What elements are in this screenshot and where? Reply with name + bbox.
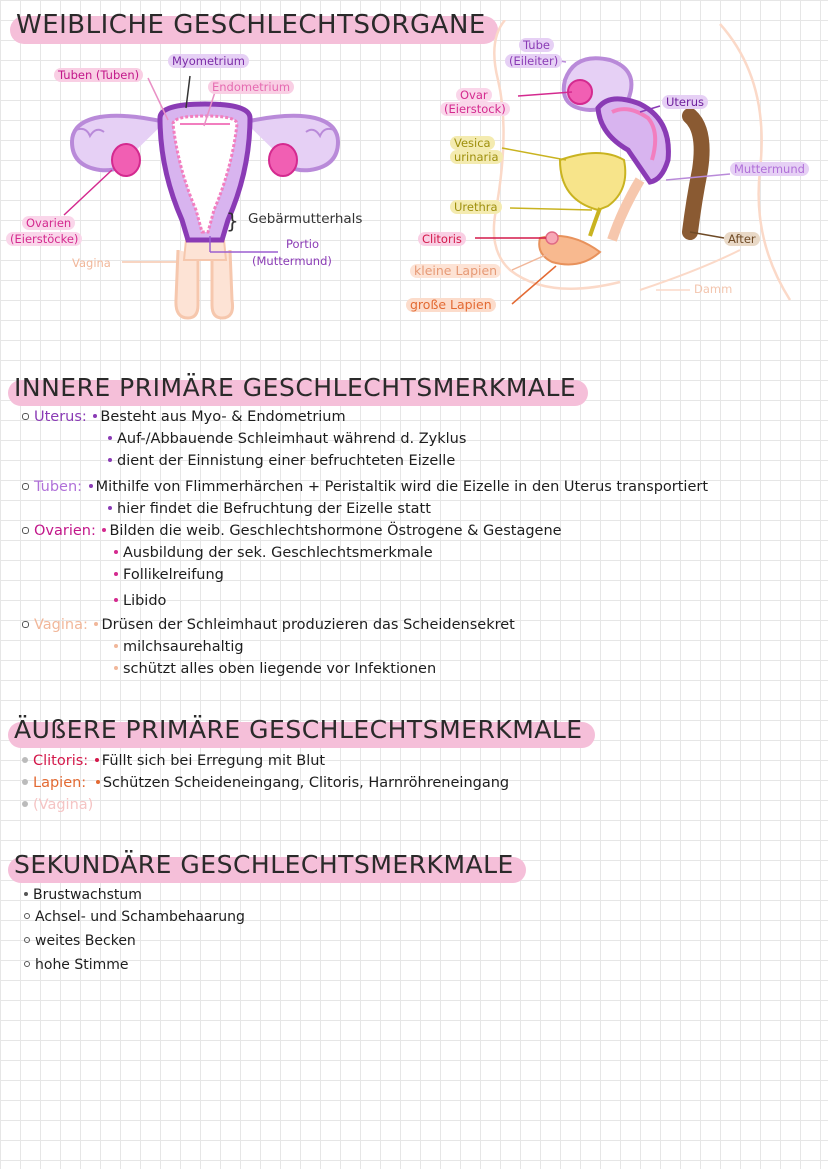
label-endometrium: Endometrium [208, 80, 294, 94]
label-tube: Tube [519, 38, 554, 52]
inner-uterus-row3: dient der Einnistung einer befruchteten Eizelle [106, 452, 455, 470]
label-muttermund-front: (Muttermund) [252, 254, 332, 268]
outer-vagina-row: (Vagina) [20, 796, 95, 814]
inner-tuben-row: Tuben: Mithilfe von Flimmerhärchen + Peristaltik wird die Eizelle in den Uterus transportiert [20, 478, 708, 496]
label-vagina: Vagina [72, 256, 111, 270]
secondary-item: Achsel- und Schambehaarung [22, 908, 245, 926]
label-urethra: Urethra [450, 200, 502, 214]
inner-uterus-row: Uterus: Besteht aus Myo- & Endometrium [20, 408, 346, 426]
label-kleine-lapien: kleine Lapien [410, 264, 501, 278]
label-ovarien: Ovarien [22, 216, 75, 230]
label-clitoris: Clitoris [418, 232, 466, 246]
label-eierstock: (Eierstock) [440, 102, 510, 116]
label-muttermund-side: Muttermund [730, 162, 809, 176]
inner-tuben-row2: hier findet die Befruchtung der Eizelle statt [106, 500, 431, 518]
label-portio: Portio [286, 237, 320, 251]
bladder-shape [560, 153, 625, 210]
label-eileiter: (Eileiter) [505, 54, 562, 68]
secondary-item: Brustwachstum [22, 886, 142, 904]
outer-clitoris-row: Clitoris: Füllt sich bei Erregung mit Blut [20, 752, 325, 770]
main-title: WEIBLICHE GESCHLECHTSORGANE [16, 10, 486, 40]
inner-title: INNERE PRIMÄRE GESCHLECHTSMERKMALE [14, 373, 576, 402]
inner-ovarien-row: Ovarien: Bilden die weib. Geschlechtshormone Östrogene & Gestagene [20, 522, 562, 540]
right-ovary-shape [269, 144, 297, 176]
label-gebaermutterhals: Gebärmutterhals [248, 211, 363, 227]
rectum-shape [690, 116, 702, 232]
uterus-front-diagram [0, 50, 400, 330]
inner-vagina-row2: milchsaurehaltig [112, 638, 244, 656]
inner-uterus-row2: Auf-/Abbauende Schleimhaut während d. Zyklus [106, 430, 466, 448]
inner-ovarien-row4: Libido [112, 592, 166, 610]
inner-vagina-row3: schützt alles oben liegende vor Infektionen [112, 660, 436, 678]
left-ovary-shape [112, 144, 140, 176]
label-myometrium: Myometrium [168, 54, 249, 68]
inner-ovarien-row3: Follikelreifung [112, 566, 224, 584]
outer-lapien-row: Lapien: Schützen Scheideneingang, Clitoris, Harnröhreneingang [20, 774, 509, 792]
inner-ovarien-row2: Ausbildung der sek. Geschlechtsmerkmale [112, 544, 433, 562]
secondary-title: SEKUNDÄRE GESCHLECHTSMERKMALE [14, 850, 514, 879]
label-ovar: Ovar [456, 88, 492, 102]
label-tuben: Tuben (Tuben) [54, 68, 143, 82]
label-grosse-lapien: große Lapien [406, 298, 496, 312]
label-urinaria: urinaria [450, 150, 503, 164]
inner-vagina-row: Vagina: Drüsen der Schleimhaut produzieren das Scheidensekret [20, 616, 515, 634]
label-uterus-side: Uterus [662, 95, 708, 109]
secondary-item: hohe Stimme [22, 956, 129, 974]
secondary-item: weites Becken [22, 932, 136, 950]
label-after: After [724, 232, 760, 246]
brace-symbol: } [226, 209, 239, 233]
label-vesica: Vesica [450, 136, 495, 150]
outer-title: ÄUßERE PRIMÄRE GESCHLECHTSMERKMALE [14, 715, 583, 744]
label-eierstoecke: (Eierstöcke) [6, 232, 82, 246]
label-damm: Damm [694, 282, 733, 296]
